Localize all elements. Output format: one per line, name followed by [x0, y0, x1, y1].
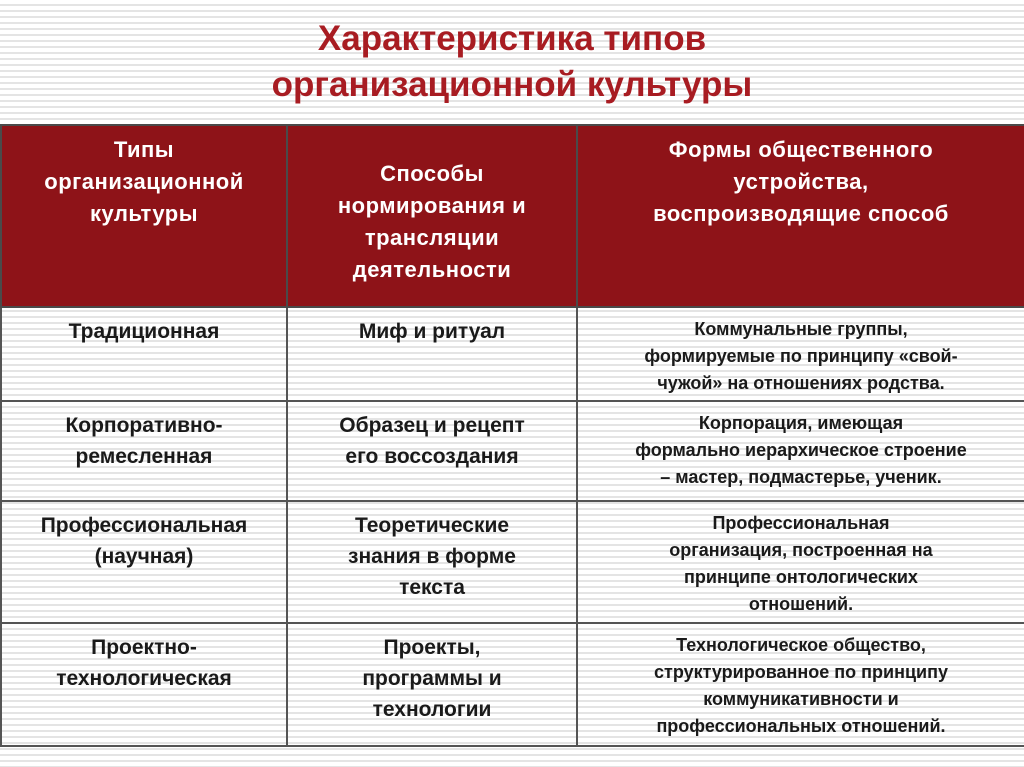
cell-text-line: ремесленная: [75, 445, 213, 468]
cell-regulation-method: [287, 501, 577, 623]
table-row: [1, 501, 1024, 623]
culture-types-table: [0, 124, 1024, 747]
cell-text-line: (научная): [94, 545, 194, 568]
cell-text-line: Образец и рецепт: [339, 414, 525, 437]
cell-text-line: организация, построенная на: [669, 540, 933, 560]
cell-culture-type: [1, 501, 287, 623]
header-text-line: культуры: [89, 201, 199, 226]
page-title: [0, 16, 1024, 108]
cell-text-line: Корпорация, имеющая: [698, 413, 904, 433]
cell-text-line: знания в форме: [348, 545, 516, 568]
cell-social-form: [577, 401, 1024, 501]
cell-social-form: [577, 501, 1024, 623]
cell-text-line: Профессиональная: [40, 514, 248, 537]
header-text-line: трансляции: [364, 225, 500, 250]
cell-text-line: Проектно-: [91, 636, 197, 659]
cell-text-line: технологии: [372, 698, 492, 721]
table-row: [1, 307, 1024, 401]
header-social-forms: [577, 125, 1024, 307]
cell-text-line: текста: [399, 576, 465, 599]
table-row: [1, 623, 1024, 746]
cell-culture-type: [1, 623, 287, 746]
cell-text-line: программы и: [362, 667, 502, 690]
cell-text-line: Коммунальные группы,: [694, 319, 908, 339]
cell-text-line: – мастер, подмастерье, ученик.: [660, 467, 942, 487]
title-line-1: Характеристика типов: [317, 19, 707, 58]
cell-text-line: Теоретические: [354, 514, 510, 537]
title-line-2: организационной культуры: [271, 65, 753, 104]
header-text-line: воспроизводящие способ: [653, 201, 949, 226]
cell-regulation-method: [287, 401, 577, 501]
table-header-row: [1, 125, 1024, 307]
cell-text-line: профессиональных отношений.: [656, 716, 946, 736]
cell-text-line: Профессиональная: [712, 513, 890, 533]
header-text-line: деятельности: [352, 257, 512, 282]
cell-text-line: его воссоздания: [345, 445, 519, 468]
cell-text-line: принципе онтологических: [684, 567, 918, 587]
cell-text-line: Миф и ритуал: [358, 320, 506, 343]
cell-text-line: технологическая: [56, 667, 232, 690]
header-culture-types: [1, 125, 287, 307]
cell-text-line: структурированное по принципу: [654, 662, 948, 682]
cell-text-line: Проекты,: [383, 636, 481, 659]
header-text-line: Способы: [380, 161, 484, 186]
cell-text-line: Традиционная: [68, 320, 220, 343]
header-text-line: организационной: [44, 169, 244, 194]
cell-social-form: [577, 307, 1024, 401]
cell-regulation-method: [287, 307, 577, 401]
cell-social-form: [577, 623, 1024, 746]
header-text-line: Формы общественного: [668, 137, 934, 162]
cell-regulation-method: [287, 623, 577, 746]
cell-text-line: формируемые по принципу «свой-: [644, 346, 958, 366]
header-text-line: устройства,: [733, 169, 869, 194]
cell-text-line: Технологическое общество,: [676, 635, 926, 655]
header-text-line: нормирования и: [337, 193, 527, 218]
cell-text-line: формально иерархическое строение: [635, 440, 967, 460]
cell-text-line: коммуникативности и: [703, 689, 899, 709]
table-row: [1, 401, 1024, 501]
cell-culture-type: [1, 401, 287, 501]
cell-culture-type: [1, 307, 287, 401]
cell-text-line: чужой» на отношениях родства.: [657, 373, 945, 393]
cell-text-line: отношений.: [748, 594, 854, 614]
cell-text-line: Корпоративно-: [65, 414, 223, 437]
header-text-line: Типы: [113, 137, 175, 162]
header-regulation-methods: [287, 125, 577, 307]
